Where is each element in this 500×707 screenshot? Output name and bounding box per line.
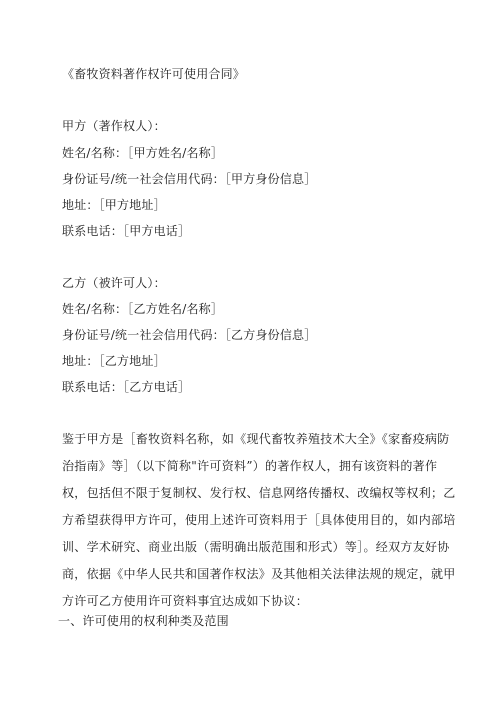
preamble-line: 训、学术研究、商业出版（需明确出版范围和形式）等］。经双方友好协 [62,540,450,554]
party-b-phone: 联系电话：［乙方电话］ [62,380,191,394]
preamble-line: 权，包括但不限于复制权、发行权、信息网络传播权、改编权等权利；乙 [62,486,456,500]
preamble-line: 治指南》等］（以下简称"许可资料”）的著作权人，拥有该资料的著作 [62,459,438,473]
preamble-line: 商，依据《中华人民共和国著作权法》及其他相关法律法规的规定，就甲 [62,567,456,581]
preamble-line: 方希望获得甲方许可，使用上述许可资料用于［具体使用目的，如内部培 [62,513,456,527]
party-b-name: 姓名/名称：［乙方姓名/名称］ [62,302,224,316]
party-a-name: 姓名/名称：［甲方姓名/名称］ [62,146,224,160]
party-a-id: 身份证号/统一社会信用代码：［甲方身份信息］ [62,172,317,186]
preamble-paragraph [62,426,456,615]
party-a-phone: 联系电话：［甲方电话］ [62,224,191,238]
party-b-heading: 乙方（被许可人）： [62,276,166,290]
party-a-address: 地址：［甲方地址］ [62,198,166,212]
preamble-line: 方许可乙方使用许可资料事宜达成如下协议： [62,594,309,608]
party-a-heading: 甲方（著作权人）： [62,119,166,133]
party-b-id: 身份证号/统一社会信用代码：［乙方身份信息］ [62,328,317,342]
section-1-heading: 一、许可使用的权利种类及范围 [58,614,229,628]
party-b-address: 地址：［乙方地址］ [62,354,166,368]
document-title: 《畜牧资料著作权许可使用合同》 [62,67,246,81]
preamble-line: 鉴于甲方是［畜牧资料名称，如《现代畜牧养殖技术大全》《家畜疫病防 [62,432,450,446]
